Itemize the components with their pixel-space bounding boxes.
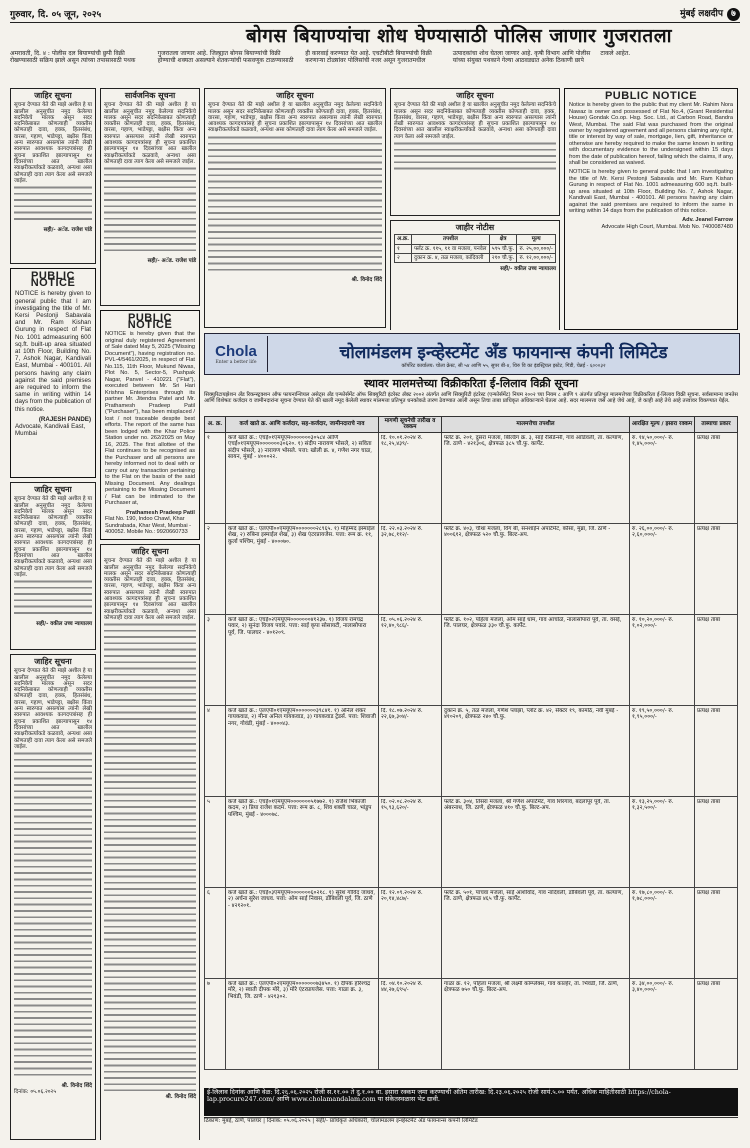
table-cell-borrower: कर्ज खाते क्र.: एचई०३एमयूएम०००००००६०२१८. १) सुरेश गोविंद जाधव, २) अर्चना सुरेश जाधव. पत्ता: ओम साई निवास, डोंबिवली पूर्व, जि. ठाणे - ४२१२०१. bbox=[226, 887, 379, 978]
table-header: अ. क्र. bbox=[205, 417, 226, 433]
public-notice-box bbox=[564, 88, 738, 330]
notice-signature: सही/- वकील उच्च न्यायालय bbox=[36, 621, 92, 628]
table-cell-borrower: कर्ज खाते क्र.: एलएपी०२एमयूएम०००००००७३४५०. १) दीपक हरिश्चंद्र मोरे, २) स्वाती दीपक मोरे, ३) मोरे एंटरप्रायजेस. पत्ता: गाळा क्र. ३, भिवंडी, जि. ठाणे - ४२१३०२. bbox=[226, 978, 379, 1069]
public-notice-signature: Adv. Jeanel Farrow bbox=[682, 217, 733, 224]
table-row bbox=[395, 253, 556, 262]
table-row bbox=[205, 432, 738, 523]
public-notice-text: NOTICE is hereby given that the original duly registered Agreement of Sale dated May 5, 2025 ("Missing Document"), having registration no. PVL-4/5461/2025, in respect of Flat No.115, 11th Floor, Mukund Niwas, Plot No. 5, Sector-5, Pushpak Nagar, Panvel - 410221 ("Flat"), executed between Mr. Sri Hari Krishna Enterprises through its partner Mr. Jitendra Patel and Mr. Prathamesh Pradeep Patil ("Purchaser"), has been misplaced / lost / not traceable despite best efforts. The report of the same has been lodged with the Khar Police Station under no. 262/2025 on May 16, 2025. The first allottee of the Flat continues to be recognised as the Purchaser and all persons are hereby informed not to deal with or carry out any transaction pertaining to the Flat on the basis of the said Missing Document. Any dealings pertaining to the Missing Document / Flat can be intimated to the Purchaser at, bbox=[105, 331, 195, 506]
table-cell: ५९५ चौ.फु. bbox=[489, 244, 517, 253]
table-header: मालमत्तेचा तपशील bbox=[442, 417, 630, 433]
table-cell-borrower: कर्ज खाते क्र.: एचई०२एमयूएम०००००००४१२३७. १) विजय रामचंद्र पवार, २) सुनंदा विजय पवार. पत्ता: साई कृपा सोसायटी, नालासोपारा पूर्व, जि. पालघर - ४०१२०९. bbox=[226, 614, 379, 705]
table-cell-no: ५ bbox=[205, 796, 226, 887]
notice-signature: सही/- अॅड. राजेश पांडे bbox=[43, 227, 92, 234]
table-cell-notice: दि. २२.०३.२०२४ रु. ३२,७८,११२/- bbox=[379, 523, 442, 614]
notice-filler bbox=[208, 134, 382, 274]
table-cell-borrower: कर्ज खाते क्र.: एलएपी०१एमयूएम०००००००३९८४१. १) अनिल शंकर गायकवाड, २) मीना अनिल गायकवाड, ३) गायकवाड ट्रेडर्स. पत्ता: शिवाजी नगर, गोवंडी, मुंबई - ४०००४३. bbox=[226, 705, 379, 796]
table-cell-possession: प्रत्यक्ष ताबा bbox=[695, 614, 738, 705]
notice-heading: जाहिर सूचना bbox=[34, 91, 72, 100]
table-cell-no: ६ bbox=[205, 887, 226, 978]
notice-signature: सही/- अॅड. राजेश पांडे bbox=[147, 258, 196, 265]
table-cell-reserve: रु. १३,२५,०००/- रु. १,३२,५००/- bbox=[630, 796, 695, 887]
table-header: कर्ज खाते क्र. आणि कर्जदार, सह-कर्जदार, जामीनदाराचे नाव bbox=[226, 417, 379, 433]
table-cell-property: गाळा क्र. १२, पहिला मजला, श्री लक्ष्मी कॉम्प्लेक्स, गाव काल्हेर, ता. भिवंडी, जि. ठाणे, क्षेत्रफळ ७५० चौ.फु. बिल्ट-अप. bbox=[442, 978, 630, 1069]
notice-heading: जाहिर सूचना bbox=[131, 547, 169, 556]
notice-heading: जाहिर सूचना bbox=[276, 91, 314, 100]
chola-footer: ठिकाण: मुंबई, ठाणे, पालघर | दिनांक: ०५.०६.२०२५ | सही/- प्राधिकृत अधिकारी, चोलामंडलम इन्व्हेस्टमेंट अँड फायनान्स कंपनी लिमिटेड bbox=[204, 1117, 738, 1140]
table-cell-possession: प्रत्यक्ष ताबा bbox=[695, 705, 738, 796]
table-cell-no: ३ bbox=[205, 614, 226, 705]
chola-logo bbox=[205, 336, 268, 372]
chola-company-name: चोलामंडलम इन्व्हेस्टमेंट अँड फायनान्स कंपनी लिमिटेड bbox=[339, 342, 668, 363]
notice-box bbox=[100, 88, 200, 306]
paper-name: मुंबई लक्षदीप bbox=[680, 8, 723, 19]
notice-signature: श्री. विनोद शिंदे bbox=[351, 276, 382, 283]
column-1 bbox=[10, 88, 96, 1140]
table-cell: १ bbox=[395, 244, 412, 253]
table-cell: रु. १२,००,०००/- bbox=[517, 253, 556, 262]
table-cell-no: ४ bbox=[205, 705, 226, 796]
public-notice-address: Flat No. 190, Indoo Chawl, Khar Sundrabada, Khar West, Mumbai - 400052. Mobile No.: 9920660733 bbox=[105, 516, 192, 535]
chola-logo-text: Chola bbox=[215, 343, 257, 360]
schedule-signature: सही/- वकील उच्च न्यायालय bbox=[500, 266, 556, 273]
public-notice-box bbox=[10, 268, 96, 478]
notice-heading: जाहिर सूचना bbox=[34, 657, 72, 666]
notice-signature: श्री. विनोद शिंदे bbox=[61, 1083, 92, 1090]
masthead bbox=[10, 6, 740, 20]
public-notice-text-2: NOTICE is hereby given to general public that I am investigating the title of Mr. Kersi Pestonji Sabavala and Mr. Ram Kishan Gurung in respect of Flat No. 1001 admeasuring 600 sq.ft. built-up area situated at 10th Floor, Building No. 7, Ashok Nagar, Kandivali East, Mumbai - 400101. All persons having any claim against the said premises are required to inform the same in writing within 14 days from the publication of this notice. bbox=[569, 169, 733, 214]
notice-box bbox=[100, 544, 200, 1140]
table-row bbox=[395, 244, 556, 253]
table-cell-reserve: रु. ३४,००,०००/- रु. ३,४०,०००/- bbox=[630, 978, 695, 1069]
table-cell-no: १ bbox=[205, 432, 226, 523]
public-notice-signature: Prathamesh Pradeep Patil bbox=[125, 509, 195, 516]
page-number: ७ bbox=[727, 8, 740, 21]
table-cell-reserve: रु. १४,५०,०००/- रु. १,४५,०००/- bbox=[630, 432, 695, 523]
column-2 bbox=[100, 88, 200, 1140]
public-notice-box bbox=[100, 310, 200, 540]
table-cell-notice: दि. १८.०७.२०२४ रु. २२,६७,३०४/- bbox=[379, 705, 442, 796]
table-cell-possession: प्रत्यक्ष ताबा bbox=[695, 523, 738, 614]
table-cell-no: ७ bbox=[205, 978, 226, 1069]
table-cell-property: फ्लॅट क्र. ३०४, तिसरा मजला, श्री गणेश अपार्टमेंट, गाव शिरगाव, बदलापूर पूर्व, ता. अंबरनाथ, जि. ठाणे, क्षेत्रफळ ४१० चौ.फु. बिल्ट-अप. bbox=[442, 796, 630, 887]
table-cell-notice: दि. ०४.१०.२०२४ रु. ४४,२७,६९५/- bbox=[379, 978, 442, 1069]
page-headline: बोगस बियाण्यांचा शोध घेण्यासाठी पोलिस जाणार गुजरातला bbox=[245, 25, 673, 47]
table-row bbox=[205, 887, 738, 978]
table-cell-possession: प्रत्यक्ष ताबा bbox=[695, 978, 738, 1069]
table-row bbox=[205, 614, 738, 705]
notice-filler bbox=[14, 184, 92, 224]
notice-box bbox=[390, 88, 560, 216]
table-row bbox=[205, 978, 738, 1069]
table-cell-notice: दि. ०२.०८.२०२४ रु. १५,९३,६२०/- bbox=[379, 796, 442, 887]
table-row bbox=[205, 523, 738, 614]
table-cell-notice: दि. ०५.०६.२०२४ रु. १२,४०,९८६/- bbox=[379, 614, 442, 705]
notice-text: सूचना देण्यात येते की माझे अशील हे या खालील अनुसूचीत नमुद केलेल्या सदनिकेचे मालक असून सदर सदनिकेबाबत कोणत्याही व्यक्तीस कोणताही दावा, हक्क, हितसंबंध, वारसा, गहाण, भाडेपट्टा, बक्षीस किंवा अन्य स्वरुपात असल्यास त्यांनी लेखी स्वरुपात आवश्यक कागदपत्रांसह ही सूचना प्रकाशित झाल्यापासून १४ दिवसांच्या आत खालील स्वाक्षरीकर्त्याकडे कळवावे, अन्यथा असा कोणताही दावा त्याग केला असे समजले जाईल. bbox=[208, 102, 382, 134]
chola-banner bbox=[204, 333, 740, 375]
table-cell-possession: प्रत्यक्ष ताबा bbox=[695, 887, 738, 978]
chola-auction-table bbox=[204, 416, 738, 1070]
table-header: ताब्याचा प्रकार bbox=[695, 417, 738, 433]
notice-heading: जाहिर सूचना bbox=[34, 485, 72, 494]
schedule-box bbox=[390, 220, 560, 330]
notice-heading: जाहिर सूचना bbox=[456, 91, 494, 100]
table-cell: दुकान क्र. ४, तळ मजला, कांदिवली bbox=[412, 253, 490, 262]
notice-box bbox=[10, 88, 96, 264]
schedule-table bbox=[394, 234, 556, 263]
column-3 bbox=[204, 88, 386, 330]
table-cell-property: फ्लॅट क्र. ५०१, पाचवा मजला, साई आशीर्वाद, गाव नांदिवली, डोंबिवली पूर्व, ता. कल्याण, जि. ठाणे, क्षेत्रफळ ४६५ चौ.फु. कार्पेट. bbox=[442, 887, 630, 978]
table-cell-property: फ्लॅट क्र. ४०३, चौथा मजला, विंग बी, सनशाईन अपार्टमेंट, कौसा, मुंब्रा, जि. ठाणे - ४००६१२, क्षेत्रफळ ५२० चौ.फु. बिल्ट-अप. bbox=[442, 523, 630, 614]
notice-box bbox=[204, 88, 386, 328]
table-cell-possession: प्रत्यक्ष ताबा bbox=[695, 796, 738, 887]
notice-signature: श्री. विनोद शिंदे bbox=[165, 1094, 196, 1101]
notice-text: सूचना देण्यात येते की माझे अशील हे या खालील अनुसूचीत नमुद केलेल्या सदनिकेचे मालक असून सदर सदनिकेबाबत कोणत्याही व्यक्तीस कोणताही दावा, हक्क, हितसंबंध, वारसा, गहाण, भाडेपट्टा, बक्षीस किंवा अन्य स्वरुपात असल्यास त्यांनी लेखी स्वरुपात आवश्यक कागदपत्रांसह ही सूचना प्रकाशित झाल्यापासून १४ दिवसांच्या आत खालील स्वाक्षरीकर्त्याकडे कळवावे, अन्यथा असा कोणताही दावा त्याग केला असे समजले जाईल. bbox=[104, 558, 196, 621]
public-notice-title: PUBLIC NOTICE bbox=[30, 270, 76, 290]
notice-heading: सार्वजनिक सूचना bbox=[124, 91, 176, 100]
chola-logo-tagline: Enter a better life bbox=[215, 360, 257, 365]
notice-text: सूचना देण्यात येते की माझे अशील हे या खालील अनुसूचीत नमुद केलेल्या सदनिकेचे मालक असून सदर सदनिकेबाबत कोणत्याही व्यक्तीस कोणताही दावा, हक्क, हितसंबंध, वारसा, गहाण, भाडेपट्टा, बक्षीस किंवा अन्य स्वरुपात असल्यास त्यांनी लेखी स्वरुपात आवश्यक कागदपत्रांसह ही सूचना प्रकाशित झाल्यापासून १४ दिवसांच्या आत खालील स्वाक्षरीकर्त्याकडे कळवावे, अन्यथा असा कोणताही दावा त्याग केला असे समजले जाईल. bbox=[394, 102, 556, 140]
table-cell-property: दुकान क्र. ५, तळ मजला, गणेश प्लाझा, प्लॉट क्र. ४२, सेक्टर १९, कामोठे, नवी मुंबई - ४१०२०९, क्षेत्रफळ २४० चौ.फु. bbox=[442, 705, 630, 796]
notice-filler bbox=[104, 621, 196, 1091]
public-notice-address: Advocate High Court, Mumbai. Mob No. 7400087480 bbox=[601, 223, 733, 230]
table-cell: रु. २५,००,०००/- bbox=[517, 244, 556, 253]
chola-name-block bbox=[268, 340, 739, 369]
news-story: अमरावती, दि. ४ : पोलीस दल बियाण्यांची छुपी विक्री रोखण्यासाठी सक्रिय झाले असून त्यांच्या तपासासाठी पथक गुजरातला जाणार आहे. जिल्ह्यात बोगस बियाण्यांची विक्री होण्याची शक्यता असल्याने शेतकऱ्यांची फसवणूक टाळण्यासाठी ही कारवाई करण्यात येत आहे. एचटीबीटी बियाण्यांची विक्री करणाऱ्या टोळ्यांवर पोलिसांची नजर असून गुजरातमधील उत्पादकांचा शोध घेतला जाणार आहे. कृषी विभाग आणि पोलीस यांच्या संयुक्त पथकाने गेल्या आठवड्यात अनेक ठिकाणी छापे टाकले आहेत. bbox=[10, 50, 631, 65]
chola-intro: सिक्युरिटायझेशन अँड रिकन्स्ट्रक्शन ऑफ फायनान्शियल असेट्स अँड एन्फोर्समेंट ऑफ सिक्युरिटी इंटरेस्ट ॲक्ट २००२ अंतर्गत आणि सिक्युरिटी इंटरेस्ट (एन्फोर्समेंट) नियम २००२ च्या नियम ८ आणि ९ अंतर्गत प्रतिभूत मालमत्तेच्या विक्रीकरिता ई-लिलाव विक्री सूचना. सर्वसामान्य जनतेस आणि विशेषतः कर्जदार व जामीनदारांना सूचना देण्यात येते की खाली नमूद केलेली स्थावर मालमत्ता प्रतिभूत धनकोकडे तारण ठेवण्यात आली असून तिचा ताबा प्राधिकृत अधिकाऱ्याने घेतला आहे. सदर मालमत्ता जसे आहे जेथे आहे, जे काही आहे तेथे आहे तत्त्वावर विकण्यात येईल. bbox=[204, 392, 738, 405]
table-cell-no: २ bbox=[205, 523, 226, 614]
schedule-heading: जाहीर नोटीस bbox=[455, 223, 495, 232]
public-notice-signature: (RAJESH PANDE) bbox=[38, 415, 91, 423]
notice-filler bbox=[104, 165, 196, 255]
schedule-header: तपशील bbox=[412, 235, 490, 244]
table-cell-property: फ्लॅट क्र. १०२, पहिला मजला, ओम साई धाम, गाव आचोळे, नालासोपारा पूर्व, ता. वसई, जि. पालघर, क्षेत्रफळ ३३० चौ.फु. कार्पेट. bbox=[442, 614, 630, 705]
notice-text: सूचना देण्यात येते की माझे अशील हे या खालील अनुसूचीत नमुद केलेल्या सदनिकेचे मालक असून सदर सदनिकेबाबत कोणत्याही व्यक्तीस कोणताही दावा, हक्क, हितसंबंध, वारसा, गहाण, भाडेपट्टा, बक्षीस किंवा अन्य स्वरुपात असल्यास त्यांनी लेखी स्वरुपात आवश्यक कागदपत्रांसह ही सूचना प्रकाशित झाल्यापासून १४ दिवसांच्या आत खालील स्वाक्षरीकर्त्याकडे कळवावे, अन्यथा असा कोणताही दावा त्याग केला असे समजले जाईल. bbox=[104, 102, 196, 165]
notice-filler bbox=[394, 140, 556, 170]
schedule-header: मूल्य bbox=[517, 235, 556, 244]
notice-filler bbox=[14, 578, 92, 618]
public-notice-text: Notice is hereby given to the public that my client Mr. Rahim Nora Nawaz is owner and possessed of Flat No.4, (Grant Residential House) Gondak Co.op. Hsg. Soc. Ltd., at Carbon Road, Bandra West, Mumbai. The said Flat was purchased from the original owner by registered agreement and all persons claiming any right, title or interest by way of sale, mortgage, lien, gift, inheritance or otherwise are hereby required to make the same known in writing with documentary evidence to the undersigned within 15 days from the date of publication hereof, failing which the claims, if any, shall be considered as waived. bbox=[569, 102, 733, 167]
column-4 bbox=[390, 88, 560, 330]
public-notice-title: PUBLIC NOTICE bbox=[127, 312, 173, 331]
table-cell: २ bbox=[395, 253, 412, 262]
schedule-header: अ.क्र. bbox=[395, 235, 412, 244]
public-notice-text: NOTICE is hereby given to general public that I am investigating the title of Mr. Kersi Pestonji Sabavala and Mr. Ram Kishan Gurung in respect of Flat No. 1001 admeasuring 600 sq.ft. built-up area situated at 10th Floor, Building No. 7, Ashok Nagar, Kandivali East, Mumbai - 400101. All persons having any claim against the said premises are required to inform the same in writing within 14 days from the publication of this notice. bbox=[15, 290, 91, 413]
table-cell-notice: दि. १२.०९.२०२४ रु. २०,१४,४८७/- bbox=[379, 887, 442, 978]
table-cell-borrower: कर्ज खाते क्र.: एचई०१एमयूएम०००००००५१७७२. १) राजेश भिकाजी कदम, २) प्रिया राजेश कदम. पत्ता: रूम क्र. ८, शिव शक्ती चाळ, भांडुप पश्चिम, मुंबई - ४०००७८. bbox=[226, 796, 379, 887]
table-cell-borrower: कर्ज खाते क्र.: एचई०१एमयूएम०००००००३०५८४ आणि एचई०१एमयूएम०००००००३०६२०. १) संदीप नारायण भोसले, २) सविता संदीप भोसले, ३) नारायण भोसले. पत्ता: खोली क्र. ४, गणेश नगर चाळ, सायन, मुंबई - ४०००२२. bbox=[226, 432, 379, 523]
public-notice-address: Advocate, Kandivali East, Mumbai bbox=[15, 423, 86, 438]
table-cell-reserve: रु. १७,८०,०००/- रु. १,७८,०००/- bbox=[630, 887, 695, 978]
notice-filler bbox=[14, 750, 92, 1080]
public-notice-title: PUBLIC NOTICE bbox=[604, 90, 698, 102]
notice-date: दिनांक: ०५.०६.२०२५ bbox=[14, 1089, 57, 1096]
table-cell-reserve: रु. २६,००,०००/- रु. २,६०,०००/- bbox=[630, 523, 695, 614]
table-header: आरक्षित मूल्य / इसारा रक्कम bbox=[630, 417, 695, 433]
chola-emd-strip: ई-लिलाव दिनांक आणि वेळ: दि.२६.०६.२०२५ रोजी स.११.०० ते दु.१.०० वा. इसारा रक्कम जमा करण्याची अंतिम तारीख: दि.२३.०६.२०२५ रोजी सायं.५.०० पर्यंत. अधिक माहितीसाठी https://chola-lap.procure247.com/ आणि www.cholamandalam.com या संकेतस्थळास भेट द्यावी. bbox=[204, 1088, 738, 1116]
notice-text: सूचना देण्यात येते की माझे अशील हे या खालील अनुसूचीत नमुद केलेल्या सदनिकेचे मालक असून सदर सदनिकेबाबत कोणत्याही व्यक्तीस कोणताही दावा, हक्क, हितसंबंध, वारसा, गहाण, भाडेपट्टा, बक्षीस किंवा अन्य स्वरुपात असल्यास त्यांनी लेखी स्वरुपात आवश्यक कागदपत्रांसह ही सूचना प्रकाशित झाल्यापासून १४ दिवसांच्या आत खालील स्वाक्षरीकर्त्याकडे कळवावे, अन्यथा असा कोणताही दावा त्याग केला असे समजले जाईल. bbox=[14, 496, 92, 578]
table-row bbox=[205, 796, 738, 887]
table-cell-reserve: रु. १०,२०,०००/- रु. १,०२,०००/- bbox=[630, 614, 695, 705]
notice-box bbox=[10, 654, 96, 1140]
table-cell-borrower: कर्ज खाते क्र.: एलएपी००एमयूएम०००००००२८९६५. १) मोहम्मद इस्माईल शेख, २) रुबिना इस्माईल शेख, ३) शेख एंटरप्रायजेस. पत्ता: रूम क्र. ११, कुर्ला पश्चिम, मुंबई - ४०००७०. bbox=[226, 523, 379, 614]
notice-text: सूचना देण्यात येते की माझे अशील हे या खालील अनुसूचीत नमुद केलेल्या सदनिकेचे मालक असून सदर सदनिकेबाबत कोणत्याही व्यक्तीस कोणताही दावा, हक्क, हितसंबंध, वारसा, गहाण, भाडेपट्टा, बक्षीस किंवा अन्य स्वरुपात असल्यास त्यांनी लेखी स्वरुपात आवश्यक कागदपत्रांसह ही सूचना प्रकाशित झाल्यापासून १४ दिवसांच्या आत खालील स्वाक्षरीकर्त्याकडे कळवावे, अन्यथा असा कोणताही दावा त्याग केला असे समजले जाईल. bbox=[14, 102, 92, 184]
masthead-paper bbox=[680, 6, 740, 21]
schedule-header: क्षेत्र bbox=[489, 235, 517, 244]
masthead-rule bbox=[10, 22, 740, 23]
notice-box bbox=[10, 482, 96, 650]
chola-title: स्थावर मालमत्तेच्या विक्रीकरिता ई-लिलाव विक्री सूचना bbox=[364, 377, 578, 390]
table-cell-property: फ्लॅट क्र. २०१, दुसरा मजला, बिल्डिंग क्र. ३, साई रेसिडेन्सी, गाव आडिवली, ता. कल्याण, जि. ठाणे - ४२१३०६, क्षेत्रफळ ३८५ चौ.फु. कार्पेट. bbox=[442, 432, 630, 523]
notice-text: सूचना देण्यात येते की माझे अशील हे या खालील अनुसूचीत नमुद केलेल्या सदनिकेचे मालक असून सदर सदनिकेबाबत कोणत्याही व्यक्तीस कोणताही दावा, हक्क, हितसंबंध, वारसा, गहाण, भाडेपट्टा, बक्षीस किंवा अन्य स्वरुपात असल्यास त्यांनी लेखी स्वरुपात आवश्यक कागदपत्रांसह ही सूचना प्रकाशित झाल्यापासून १४ दिवसांच्या आत खालील स्वाक्षरीकर्त्याकडे कळवावे, अन्यथा असा कोणताही दावा त्याग केला असे समजले जाईल. bbox=[14, 668, 92, 750]
table-cell-reserve: रु. १९,५०,०००/- रु. १,९५,०००/- bbox=[630, 705, 695, 796]
column-5 bbox=[564, 88, 738, 330]
table-cell-possession: प्रत्यक्ष ताबा bbox=[695, 432, 738, 523]
masthead-date: गुरुवार, दि. ०५ जून, २०२५ bbox=[10, 9, 102, 20]
table-cell-notice: दि. १०.०१.२०२४ रु. १८,२५,४३९/- bbox=[379, 432, 442, 523]
table-cell: फ्लॅट क्र. ११५, ११ वा मजला, पनवेल bbox=[412, 244, 490, 253]
table-row bbox=[205, 705, 738, 796]
table-cell: २१० चौ.फु. bbox=[489, 253, 517, 262]
chola-address: कॉर्पोरेट कार्यालय: चोला क्रेस्ट, सी ५४ आणि ५५, सुपर बी-४, थिरु वि का इंडस्ट्रियल इस्टेट, गिंडी, चेन्नई - ६०००३२ bbox=[401, 362, 606, 369]
table-header: मागणी सूचनेची तारीख व रक्कम bbox=[379, 417, 442, 433]
